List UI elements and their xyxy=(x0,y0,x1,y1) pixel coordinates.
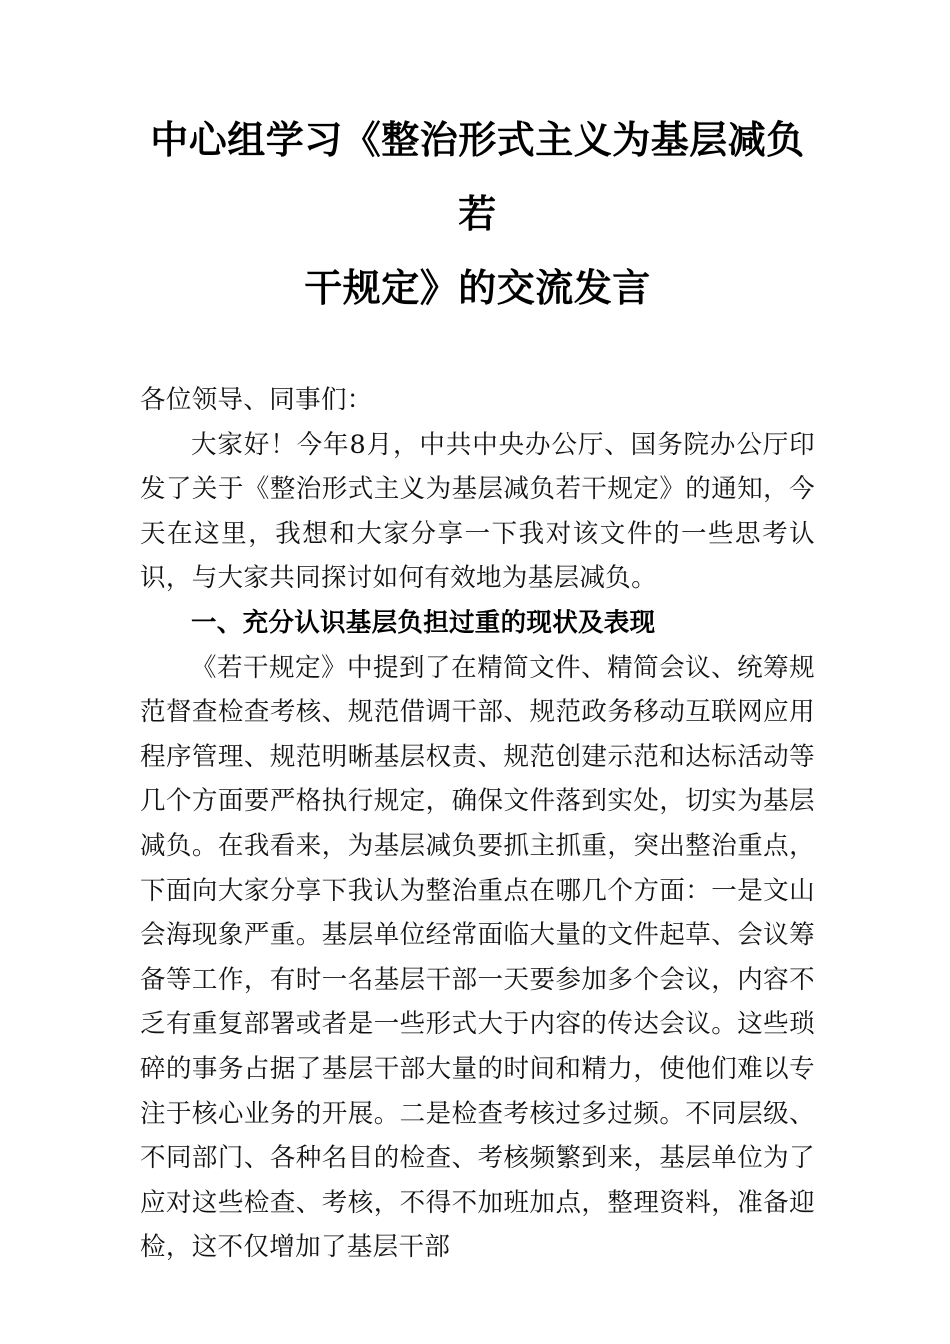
intro-paragraph: 大家好！今年8月，中共中央办公厅、国务院办公厅印发了关于《整治形式主义为基层减负若干规定》的通知，今天在这里，我想和大家分享一下我对该文件的一些思考认识，与大家共同探讨如何有效地为基层减负。 xyxy=(140,429,815,594)
section-heading-1: 一、充分认识基层负担过重的现状及表现 xyxy=(191,608,656,637)
salutation: 各位领导、同事们： xyxy=(140,385,373,415)
section-1-paragraph-1: 《若干规定》中提到了在精简文件、精简会议、统筹规范督查检查考核、规范借调干部、规范政务移动互联网应用程序管理、规范明晰基层权责、规范创建示范和达标活动等几个方面要严格执行规定，确保文件落到实处，切实为基层减负。在我看来，为基层减负要抓主抓重，突出整治重点，下面向大家分享下我认为整治重点在哪几个方面：一是文山会海现象严重。基层单位经常面临大量的文件起草、会议筹备等工作，有时一名基层干部一天要参加多个会议，内容不乏有重复部署或者是一些形式大于内容的传达会议。这些琐碎的事务占据了基层干部大量的时间和精力，使他们难以专注于核心业务的开展。二是检查考核过多过频。不同层级、不同部门、各种名目的检查、考核频繁到来，基层单位为了应对这些检查、考核，不得不加班加点，整理资料，准备迎检，这不仅增加了基层干部 xyxy=(140,652,815,1263)
page-title-line-1: 中心组学习《整治形式主义为基层减负若 xyxy=(150,120,805,236)
page-title xyxy=(140,104,815,326)
page-title-line-2: 干规定》的交流发言 xyxy=(304,268,651,310)
document-body xyxy=(140,378,815,1270)
title-body-spacer xyxy=(140,326,815,378)
